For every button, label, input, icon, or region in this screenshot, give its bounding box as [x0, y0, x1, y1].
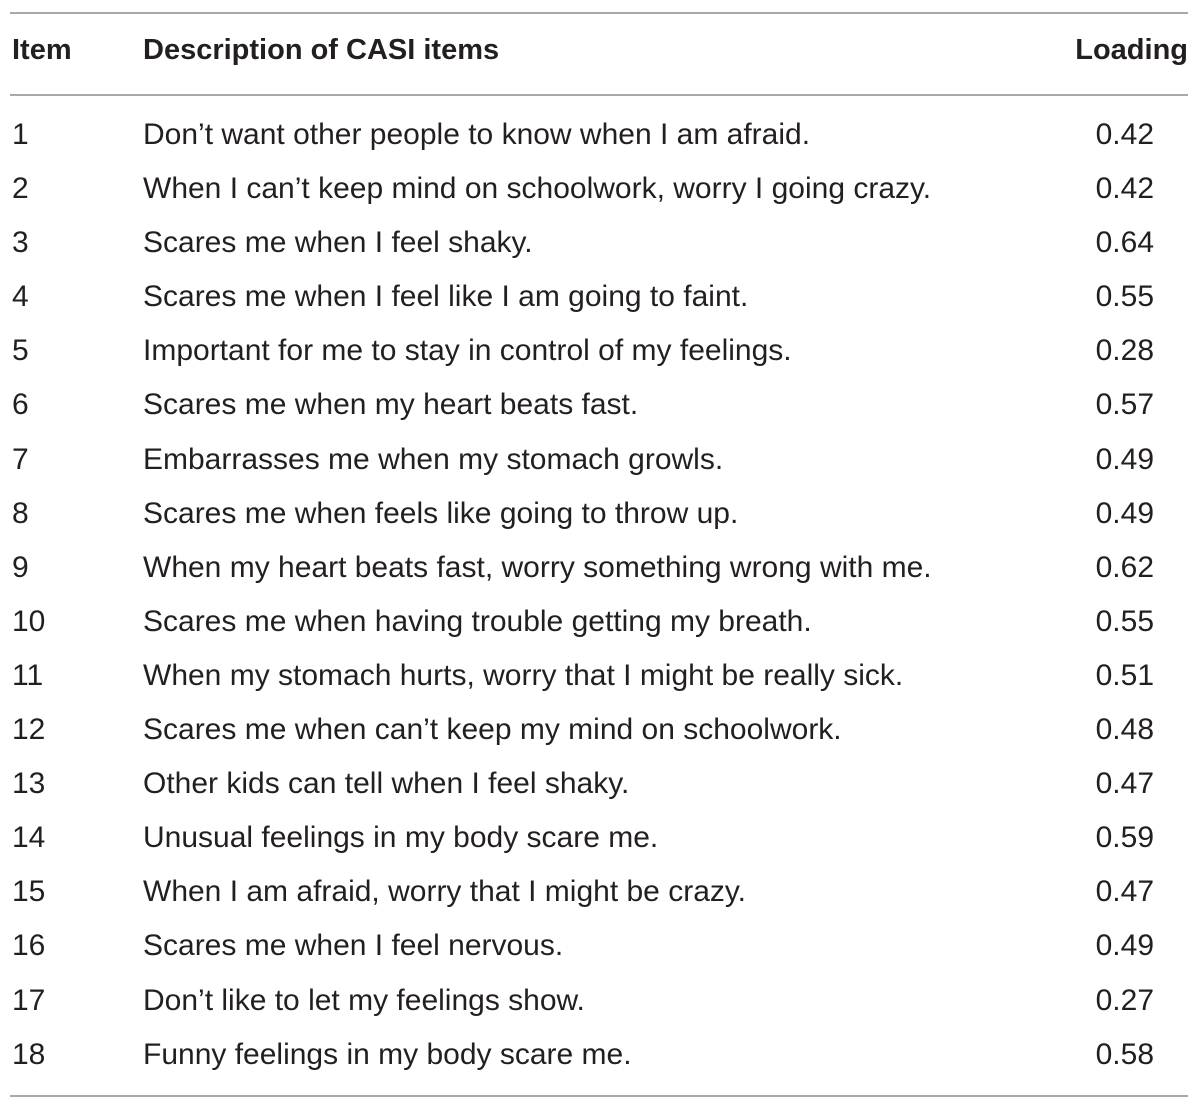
item-loading: 0.42	[1095, 172, 1154, 206]
item-loading: 0.27	[1095, 983, 1154, 1017]
table-row	[0, 162, 1200, 216]
item-description: Scares me when can’t keep my mind on schoolwork.	[143, 713, 842, 747]
item-number: 6	[12, 388, 29, 422]
item-description: Scares me when feels like going to throw up.	[143, 496, 739, 530]
table-row	[0, 919, 1200, 973]
item-description: Scares me when I feel like I am going to faint.	[143, 280, 749, 314]
item-loading: 0.62	[1095, 550, 1154, 584]
item-loading: 0.55	[1095, 280, 1154, 314]
header-description: Description of CASI items	[143, 34, 500, 66]
table-row	[0, 703, 1200, 757]
item-loading: 0.49	[1095, 496, 1154, 530]
item-loading: 0.47	[1095, 875, 1154, 909]
item-number: 17	[12, 983, 46, 1017]
table-row	[0, 433, 1200, 487]
item-loading: 0.64	[1095, 226, 1154, 260]
item-description: Scares me when having trouble getting my breath.	[143, 604, 812, 638]
item-loading: 0.57	[1095, 388, 1154, 422]
item-number: 3	[12, 226, 29, 260]
table-row	[0, 595, 1200, 649]
item-loading: 0.55	[1095, 604, 1154, 638]
item-number: 14	[12, 821, 46, 855]
item-description: When my heart beats fast, worry something wrong with me.	[143, 550, 932, 584]
item-description: Don’t want other people to know when I am afraid.	[143, 118, 811, 151]
item-description: Don’t like to let my feelings show.	[143, 983, 585, 1017]
item-loading: 0.47	[1095, 767, 1154, 801]
item-number: 4	[12, 280, 29, 314]
item-number: 5	[12, 334, 29, 368]
item-number: 8	[12, 496, 29, 530]
item-description: Important for me to stay in control of my feelings.	[143, 334, 792, 368]
item-number: 7	[12, 442, 29, 476]
table-row	[0, 757, 1200, 811]
header-loading: Loading	[1075, 34, 1188, 66]
table-row	[0, 108, 1200, 162]
item-description: When my stomach hurts, worry that I might be really sick.	[143, 658, 904, 692]
table-row	[0, 216, 1200, 270]
item-loading: 0.49	[1095, 442, 1154, 476]
item-description: Embarrasses me when my stomach growls.	[143, 442, 724, 476]
table-row	[0, 865, 1200, 919]
item-number: 2	[12, 172, 29, 206]
table-row	[0, 649, 1200, 703]
item-number: 10	[12, 604, 46, 638]
item-loading: 0.59	[1095, 821, 1154, 855]
bottom-rule	[10, 1095, 1188, 1097]
item-description: Scares me when I feel shaky.	[143, 226, 533, 260]
item-loading: 0.49	[1095, 929, 1154, 963]
item-number: 15	[12, 875, 46, 909]
item-number: 16	[12, 929, 46, 963]
item-loading: 0.28	[1095, 334, 1154, 368]
table-row	[0, 974, 1200, 1028]
item-number: 9	[12, 550, 29, 584]
item-number: 13	[12, 767, 46, 801]
table-row	[0, 541, 1200, 595]
table-row	[0, 487, 1200, 541]
item-number: 11	[12, 658, 44, 692]
item-number: 18	[12, 1037, 46, 1071]
item-description: Unusual feelings in my body scare me.	[143, 821, 659, 855]
table-row	[0, 378, 1200, 432]
table-row	[0, 324, 1200, 378]
table-header-row	[0, 34, 1200, 74]
item-number: 1	[12, 118, 29, 151]
item-loading: 0.58	[1095, 1037, 1154, 1071]
table-row	[0, 811, 1200, 865]
item-loading: 0.42	[1095, 118, 1154, 151]
table-body	[0, 108, 1200, 1082]
item-description: When I can’t keep mind on schoolwork, worry I going crazy.	[143, 172, 932, 206]
item-description: Funny feelings in my body scare me.	[143, 1037, 632, 1071]
item-description: Scares me when my heart beats fast.	[143, 388, 639, 422]
table-row	[0, 1028, 1200, 1082]
table-row	[0, 270, 1200, 324]
header-item: Item	[12, 34, 72, 66]
item-description: Scares me when I feel nervous.	[143, 929, 564, 963]
top-rule	[10, 12, 1188, 14]
header-rule	[10, 94, 1188, 96]
item-number: 12	[12, 713, 46, 747]
item-description: Other kids can tell when I feel shaky.	[143, 767, 630, 801]
item-loading: 0.48	[1095, 713, 1154, 747]
item-description: When I am afraid, worry that I might be crazy.	[143, 875, 746, 909]
item-loading: 0.51	[1095, 658, 1154, 692]
